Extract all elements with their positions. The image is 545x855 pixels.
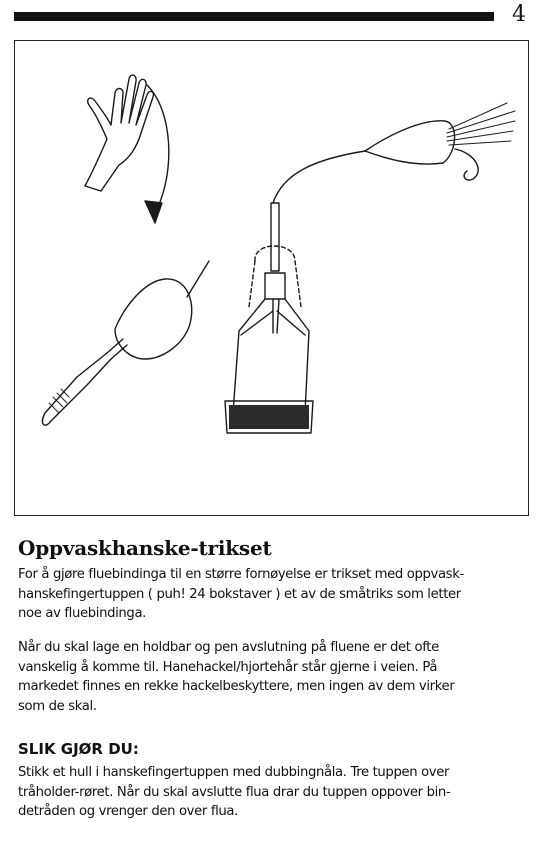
instructions-paragraph: Stikk et hull i hanskefingertuppen med dubbingnåla. Tre tuppen over tråholder-røret. Når du skal avslutte flua drar du tuppen oppover bin- detråden og vrenger den over flua. <box>18 765 451 819</box>
fingertip-on-needle-illustration <box>43 261 209 425</box>
arrow-icon <box>145 85 169 223</box>
problem-paragraph: Når du skal lage en holdbar og pen avslutning på fluene er det ofte vanskelig å komme til. Hanehackel/hjortehår står gjerne i veien. På markedet finnes en rekke hackelbeskyttere, men ingen av dem virker som de skal. <box>18 640 455 714</box>
fly-tying-illustration <box>15 41 527 514</box>
hand-illustration <box>85 75 153 191</box>
instructions-heading: SLIK GJØR DU: <box>18 740 139 758</box>
intro-paragraph: For å gjøre fluebindinga til en større fornøyelse er trikset med oppvask- hanskefingertuppen ( puh! 24 bokstaver ) et av de småtriks som letter noe av fluebindinga. <box>18 567 464 621</box>
page-number: 4 <box>512 2 526 27</box>
bobbin-holder-illustration <box>225 103 515 433</box>
section-title: Oppvaskhanske-trikset <box>18 536 272 560</box>
illustration-frame <box>14 40 529 516</box>
header-rule <box>14 12 494 21</box>
